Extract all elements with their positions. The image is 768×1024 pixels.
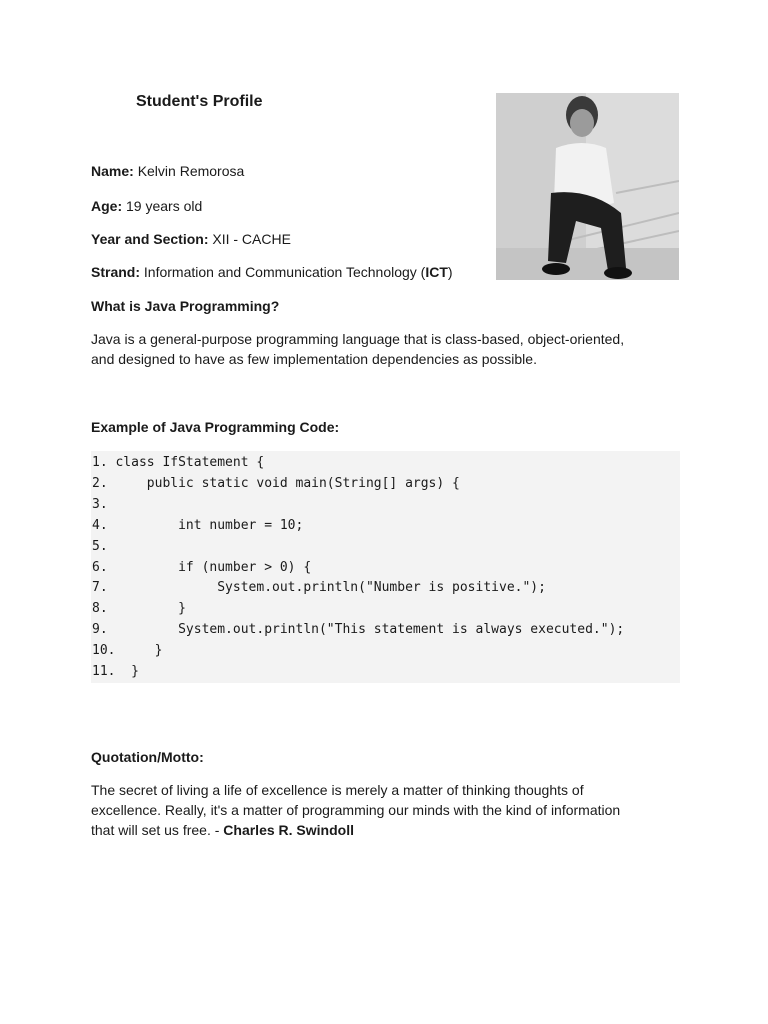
code-line-text: } [123, 664, 139, 679]
section-value: XII - CACHE [212, 231, 291, 247]
java-heading-text: What is Java Programming? [91, 298, 280, 314]
section-label: Year and Section: [91, 231, 209, 247]
strand-close: ) [447, 264, 453, 280]
quote-line-1: The secret of living a life of excellence is merely a matter of thinking thoughts of [91, 782, 584, 798]
code-line-number: 3. [92, 496, 116, 512]
strand-value: Information and Communication Technology ( [143, 264, 426, 280]
student-photo [496, 93, 679, 280]
code-line-number: 11. [92, 664, 124, 679]
code-line-text: int number = 10; [115, 517, 304, 533]
name-label: Name: [91, 163, 134, 179]
code-line [92, 474, 460, 494]
quote-author: Charles R. Swindoll [223, 822, 354, 838]
code-line-text: } [115, 601, 186, 617]
code-line [92, 662, 139, 682]
name-line [91, 161, 244, 181]
strand-abbr: ICT [425, 264, 448, 280]
example-heading [91, 417, 339, 437]
student-photo-image [496, 93, 679, 280]
quote-line-3: that will set us free. - [91, 822, 224, 838]
code-line [92, 620, 624, 640]
java-description-line-1: Java is a general-purpose programming language that is class-based, object-oriented, [91, 331, 625, 347]
code-line [92, 641, 162, 661]
code-line-number: 7. [92, 580, 116, 596]
code-line-number: 9. [92, 622, 116, 638]
code-block [91, 451, 680, 683]
page-title: Student's Profile [136, 93, 263, 110]
code-line [92, 558, 311, 578]
code-line-number: 4. [92, 517, 116, 533]
quote-text [91, 780, 681, 840]
strand-label: Strand: [91, 264, 140, 280]
code-line-number: 10. [92, 643, 124, 659]
code-line-number: 6. [92, 559, 116, 575]
code-line-number: 5. [92, 538, 116, 554]
code-line [92, 578, 546, 598]
code-line [92, 537, 115, 557]
example-heading-text: Example of Java Programming Code: [91, 419, 340, 435]
code-line-text: System.out.println("This statement is always executed."); [115, 622, 625, 638]
age-line [91, 196, 202, 216]
age-value: 19 years old [126, 198, 203, 214]
code-line-text: if (number > 0) { [115, 559, 312, 575]
section-line [91, 229, 291, 249]
strand-line [91, 262, 453, 282]
code-line-text: class IfStatement { [115, 455, 265, 470]
age-label: Age: [91, 198, 123, 214]
code-line-number: 8. [92, 601, 116, 617]
code-line-number: 2. [92, 475, 116, 491]
code-line-number: 1. [92, 455, 116, 470]
code-line-text: System.out.println("Number is positive."); [115, 580, 546, 596]
code-line-text: } [123, 643, 163, 659]
code-line [92, 495, 115, 515]
code-line [92, 516, 303, 536]
java-heading [91, 296, 279, 316]
code-line [92, 453, 264, 473]
name-value: Kelvin Remorosa [137, 163, 245, 179]
quote-line-2: excellence. Really, it's a matter of programming our minds with the kind of information [91, 802, 621, 818]
quote-heading [91, 747, 204, 767]
quote-heading-text: Quotation/Motto: [91, 749, 204, 765]
code-line-text: public static void main(String[] args) { [115, 475, 460, 491]
code-line [92, 599, 186, 619]
java-description-line-2: and designed to have as few implementation dependencies as possible. [91, 351, 537, 367]
java-description [91, 329, 681, 369]
